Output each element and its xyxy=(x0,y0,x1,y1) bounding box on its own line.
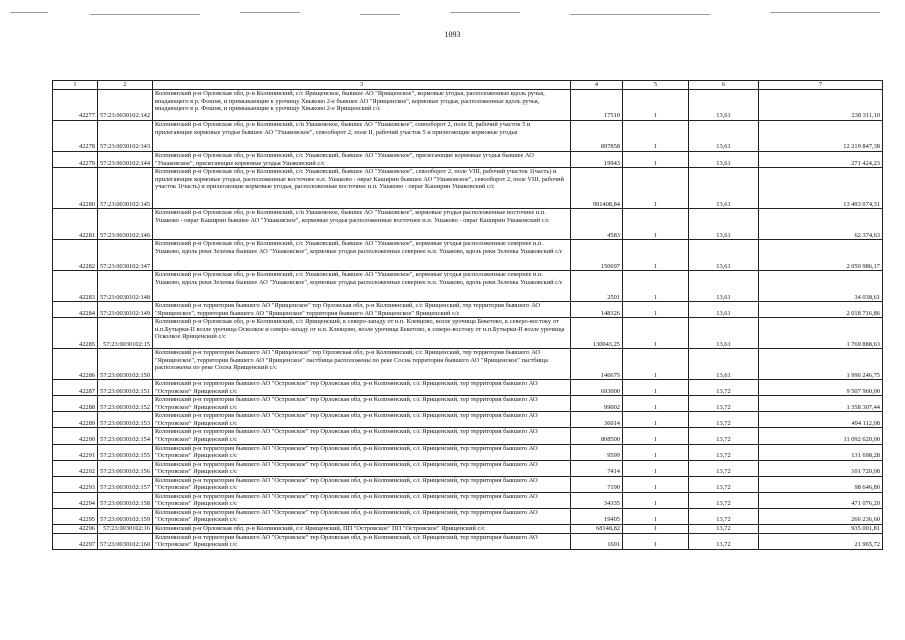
coefficient-value: 1 xyxy=(623,302,689,318)
table-row xyxy=(53,396,883,412)
rate-value: 13,61 xyxy=(689,209,759,240)
area-value: 7190 xyxy=(571,476,623,492)
cadastral-number: 57:23:0030102:156 xyxy=(98,460,153,476)
coefficient-value: 1 xyxy=(623,380,689,396)
row-number: 42286 xyxy=(53,349,98,380)
rate-value: 13,72 xyxy=(689,533,759,549)
rate-value: 13,61 xyxy=(689,349,759,380)
table-row xyxy=(53,168,883,209)
table-row xyxy=(53,349,883,380)
area-value: 2501 xyxy=(571,271,623,302)
cadastral-value: 1 996 246,75 xyxy=(759,349,883,380)
cadastral-value: 11 092 620,00 xyxy=(759,428,883,444)
location-description: Колпнянский р-н территория бывшего АО "Островское" тер Орловская обл, р-н Колпнянский, с/с Ярищенский, тер территория бывшего АО "Островское" Ярищенский с/с xyxy=(153,444,571,460)
area-value: 4583 xyxy=(571,209,623,240)
coefficient-value: 1 xyxy=(623,90,689,121)
coefficient-value: 1 xyxy=(623,396,689,412)
area-value: 9599 xyxy=(571,444,623,460)
rate-value: 13,61 xyxy=(689,240,759,271)
location-description: Колпнянский р-н Орловская обл, р-н Колпнянский, с/с Ярищенский, к северо-западу от н.п. Клевцово, возле урочища Бекетово, к северо-востоку от н.п.Бутырки-II возле урочища Осколкое и северо-западу от н.п. Клевцово, возле урочища Бекетово, к северо-востоку от н.п.Бутырки-II возле урочища Осколкое Ярищенский с/с xyxy=(153,318,571,349)
header-row xyxy=(53,81,883,90)
location-description: Колпнянский р-н территория бывшего АО "Островское" тер Орловская обл, р-н Колпнянский, с/с Ярищенский, тер территория бывшего АО "Островское" Ярищенский с/с xyxy=(153,476,571,492)
cadastral-number: 57:23:0030102:148 xyxy=(98,271,153,302)
cadastral-value: 471 076,20 xyxy=(759,492,883,508)
cadastral-number: 57:23:0030102:150 xyxy=(98,349,153,380)
cadastral-value: 13 493 074,31 xyxy=(759,168,883,209)
cadastral-value: 266 236,60 xyxy=(759,508,883,524)
table-row xyxy=(53,533,883,549)
coefficient-value: 1 xyxy=(623,476,689,492)
coefficient-value: 1 xyxy=(623,412,689,428)
row-number: 42285 xyxy=(53,318,98,349)
row-number: 42282 xyxy=(53,240,98,271)
scan-header-artifacts xyxy=(10,12,890,16)
cadastral-number: 57:23:0030102:158 xyxy=(98,492,153,508)
area-value: 808500 xyxy=(571,428,623,444)
cadastral-value: 131 698,28 xyxy=(759,444,883,460)
location-description: Колпнянский р-н Орловская обл, р-н Колпнянский, с/с Ушаковский, бывшее АО "Ушаковское", кормовые угодья расположенные севернее н.п. Ушаково, вдоль реки Зеленка бывшее АО "Ушаковское", кормовые угодья расположенные севернее н.п. Ушаково, вдоль реки Зеленка Ушаковский с/с xyxy=(153,240,571,271)
rate-value: 13,72 xyxy=(689,525,759,534)
cadastral-number: 57:23:0030102:153 xyxy=(98,412,153,428)
cadastral-number: 57:23:0030102:16 xyxy=(98,525,153,534)
area-value: 991408,84 xyxy=(571,168,623,209)
cadastral-number: 57:23:0030102:147 xyxy=(98,240,153,271)
table-row xyxy=(53,428,883,444)
coefficient-value: 1 xyxy=(623,428,689,444)
rate-value: 13,72 xyxy=(689,476,759,492)
coefficient-value: 1 xyxy=(623,271,689,302)
table-row xyxy=(53,412,883,428)
coefficient-value: 1 xyxy=(623,460,689,476)
cadastral-number: 57:23:0030102:143 xyxy=(98,121,153,152)
cadastral-value: 1 358 307,44 xyxy=(759,396,883,412)
row-number: 42296 xyxy=(53,525,98,534)
coefficient-value: 1 xyxy=(623,209,689,240)
location-description: Колпнянский р-н территория бывшего АО "Островское" тер Орловская обл, р-н Колпнянский, с/с Ярищенский, тер территория бывшего АО "Островское" Ярищенский с/с xyxy=(153,428,571,444)
cadastral-number: 57:23:0030102:160 xyxy=(98,533,153,549)
coefficient-value: 1 xyxy=(623,152,689,168)
col-header-5: 5 xyxy=(623,81,689,90)
cadastral-number: 57:23:0030102:144 xyxy=(98,152,153,168)
row-number: 42290 xyxy=(53,428,98,444)
table-row xyxy=(53,460,883,476)
location-description: Колпнянский р-н территория бывшего АО "Островское" тер Орловская обл, р-н Колпнянский, с/с Ярищенский, тер территория бывшего АО "Островское" Ярищенский с/с xyxy=(153,396,571,412)
row-number: 42295 xyxy=(53,508,98,524)
coefficient-value: 1 xyxy=(623,533,689,549)
area-value: 19943 xyxy=(571,152,623,168)
row-number: 42287 xyxy=(53,380,98,396)
area-value: 34335 xyxy=(571,492,623,508)
cadastral-number: 57:23:0030102:152 xyxy=(98,396,153,412)
row-number: 42277 xyxy=(53,90,98,121)
rate-value: 13,72 xyxy=(689,460,759,476)
rate-value: 13,61 xyxy=(689,302,759,318)
rate-value: 13,61 xyxy=(689,318,759,349)
row-number: 42283 xyxy=(53,271,98,302)
rate-value: 13,61 xyxy=(689,152,759,168)
table-row xyxy=(53,271,883,302)
coefficient-value: 1 xyxy=(623,444,689,460)
coefficient-value: 1 xyxy=(623,121,689,152)
rate-value: 13,72 xyxy=(689,508,759,524)
cadastral-number: 57:23:0030102:145 xyxy=(98,168,153,209)
row-number: 42292 xyxy=(53,460,98,476)
col-header-3: 3 xyxy=(153,81,571,90)
table-row xyxy=(53,318,883,349)
table-row xyxy=(53,240,883,271)
cadastral-number: 57:23:0030102:15 xyxy=(98,318,153,349)
cadastral-value: 271 424,23 xyxy=(759,152,883,168)
row-number: 42288 xyxy=(53,396,98,412)
location-description: Колпнянский р-н территория бывшего АО "Островское" тер Орловская обл, р-н Колпнянский, с/с Ярищенский, тер территория бывшего АО "Островское" Ярищенский с/с xyxy=(153,412,571,428)
area-value: 17510 xyxy=(571,90,623,121)
area-value: 130043,25 xyxy=(571,318,623,349)
row-number: 42297 xyxy=(53,533,98,549)
coefficient-value: 1 xyxy=(623,525,689,534)
area-value: 148326 xyxy=(571,302,623,318)
table-row xyxy=(53,492,883,508)
table-row xyxy=(53,121,883,152)
area-value: 7414 xyxy=(571,460,623,476)
location-description: Колпнянский р-н территория бывшего АО "Островское" тер Орловская обл, р-н Колпнянский, с/с Ярищенский, тер территория бывшего АО "Островское" Ярищенский с/с xyxy=(153,492,571,508)
row-number: 42279 xyxy=(53,152,98,168)
cadastral-value: 9 507 960,00 xyxy=(759,380,883,396)
table-row xyxy=(53,476,883,492)
coefficient-value: 1 xyxy=(623,168,689,209)
rate-value: 13,61 xyxy=(689,121,759,152)
coefficient-value: 1 xyxy=(623,492,689,508)
cadastral-number: 57:23:0030102:154 xyxy=(98,428,153,444)
rate-value: 13,61 xyxy=(689,271,759,302)
location-description: Колпнянский р-н территория бывшего АО "Островское" тер Орловская обл, р-н Колпнянский, с/с Ярищенский, тер территория бывшего АО "Островское" Ярищенский с/с xyxy=(153,380,571,396)
rate-value: 13,61 xyxy=(689,168,759,209)
area-value: 693000 xyxy=(571,380,623,396)
area-value: 19405 xyxy=(571,508,623,524)
location-description: Колпнянский р-н территория бывшего АО "Островское" тер Орловская обл, р-н Колпнянский, с/с Ярищенский, тер территория бывшего АО "Островское" Ярищенский с/с xyxy=(153,460,571,476)
location-description: Колпнянский р-н территория бывшего АО "Островское" тер Орловская обл, р-н Колпнянский, с/с Ярищенский, тер территория бывшего АО "Островское" Ярищенский с/с xyxy=(153,533,571,549)
cadastral-value: 98 646,80 xyxy=(759,476,883,492)
row-number: 42293 xyxy=(53,476,98,492)
cadastral-number: 57:23:0030102:151 xyxy=(98,380,153,396)
location-description: Колпнянский р-н Орловская обл, р-н Колпнянский, с/с Ушаковский, бывшее АО "Ушаковское", кормовые угодья расположенные севернее н.п. Ушаково, вдоль реки Зеленка бывшее АО "Ушаковское", кормовые угодья расположенные севернее н.п. Ушаково, вдоль реки Зеленка Ушаковский с/с xyxy=(153,271,571,302)
cadastral-value: 494 112,08 xyxy=(759,412,883,428)
cadastral-value: 1 769 888,63 xyxy=(759,318,883,349)
cadastral-value: 238 311,10 xyxy=(759,90,883,121)
table-row xyxy=(53,302,883,318)
rate-value: 13,72 xyxy=(689,396,759,412)
area-value: 146675 xyxy=(571,349,623,380)
row-number: 42280 xyxy=(53,168,98,209)
location-description: Колпнянский р-н территория бывшего АО "Ярищенское" тер Орловская обл, р-н Колпнянский, с/с Ярищенский, тер территория бывшего АО "Ярищенское", территория бывшего АО "Ярищенское" территория бывшего АО "Ярищенское" Ярищенский с/с xyxy=(153,302,571,318)
location-description: Колпнянский р-н территория бывшего АО "Островское" тер Орловская обл, р-н Колпнянский, с/с Ярищенский, тер территория бывшего АО "Островское" Ярищенский с/с xyxy=(153,508,571,524)
area-value: 36014 xyxy=(571,412,623,428)
coefficient-value: 1 xyxy=(623,318,689,349)
land-register-table xyxy=(52,80,883,550)
page-number: 1093 xyxy=(444,30,461,39)
rate-value: 13,72 xyxy=(689,412,759,428)
coefficient-value: 1 xyxy=(623,508,689,524)
cadastral-value: 34 038,61 xyxy=(759,271,883,302)
area-value: 150697 xyxy=(571,240,623,271)
cadastral-value: 2 050 986,17 xyxy=(759,240,883,271)
row-number: 42278 xyxy=(53,121,98,152)
area-value: 897858 xyxy=(571,121,623,152)
area-value: 1601 xyxy=(571,533,623,549)
cadastral-number: 57:23:0030102:157 xyxy=(98,476,153,492)
rate-value: 13,72 xyxy=(689,380,759,396)
cadastral-value: 2 018 716,86 xyxy=(759,302,883,318)
row-number: 42281 xyxy=(53,209,98,240)
cadastral-number: 57:23:0030102:155 xyxy=(98,444,153,460)
row-number: 42294 xyxy=(53,492,98,508)
row-number: 42291 xyxy=(53,444,98,460)
area-value: 68148,82 xyxy=(571,525,623,534)
cadastral-value: 21 965,72 xyxy=(759,533,883,549)
table-row xyxy=(53,209,883,240)
cadastral-value: 62 374,63 xyxy=(759,209,883,240)
coefficient-value: 1 xyxy=(623,240,689,271)
row-number: 42284 xyxy=(53,302,98,318)
rate-value: 13,72 xyxy=(689,428,759,444)
table-row xyxy=(53,444,883,460)
row-number: 42289 xyxy=(53,412,98,428)
location-description: Колпнянский р-н Орловская обл, р-н Колпнянский, с/п Ушаковское, бывшее АО "Ушаковское", севооборот 2, поле II, рабочий участок 5 и прилегающие кормовые угодья бывшее АО "Ушаковское", севооборот 2, поле II, рабочий участок 5 и прилегающие кормовые угодья xyxy=(153,121,571,152)
cadastral-value: 935 001,81 xyxy=(759,525,883,534)
col-header-4: 4 xyxy=(571,81,623,90)
location-description: Колпнянский р-н Орловская обл, р-н Колпнянский, с/с Ярищенское, бывшее АО "Ярищенское", кормовые угодья, расположенные вдоль ручья, впадающего в р. Фошня, и примыкающие к урочищу Хвыково 2-е бывшее АО "Ярищенское", кормовые угодья, расположенные вдоль ручья, впадающего в р. Фошня, и примыкающие к урочищу Хвыково 2-е Ярищенский с/с xyxy=(153,90,571,121)
cadastral-value: 12 219 847,38 xyxy=(759,121,883,152)
location-description: Колпнянский р-н Орловская обл, р-н Колпнянский, с/с Ярищенский, ПП "Островское" ПП "Островское" Ярищенский с/с xyxy=(153,525,571,534)
location-description: Колпнянский р-н территория бывшего АО "Ярищенское" тер Орловская обл, р-н Колпнянский, с/с Ярищенский, тер территория бывшего АО "Ярищенское", территория бывшего АО "Ярищенское" пастбища расположены по реке Сосна территория бывшего АО "Ярищенское" пастбища расположены по реке Сосна Ярищенский с/с xyxy=(153,349,571,380)
rate-value: 13,72 xyxy=(689,444,759,460)
coefficient-value: 1 xyxy=(623,349,689,380)
col-header-2: 2 xyxy=(98,81,153,90)
location-description: Колпнянский р-н Орловская обл, р-н Колпнянский, с/с Ушаковский, бывшее АО "Ушаковское", прилегающие кормовые угодья бывшее АО "Ушаковское", прилегающие кормовые угодья Ушаковский с/с xyxy=(153,152,571,168)
table-row xyxy=(53,525,883,534)
area-value: 99002 xyxy=(571,396,623,412)
table-row xyxy=(53,508,883,524)
location-description: Колпнянский р-н Орловская обл, р-н Колпнянский, с/п Ушаковское, бывшее АО "Ушаковское", кормовые угодья расположенные восточнее н.п. Ушаково - овраг Каширин бывшее АО "Ушаковское", кормовые угодья расположенные восточнее н.п. Ушаково - овраг Каширин Ушаковский с/с xyxy=(153,209,571,240)
col-header-1: 1 xyxy=(53,81,98,90)
rate-value: 13,72 xyxy=(689,492,759,508)
cadastral-number: 57:23:0030102:146 xyxy=(98,209,153,240)
rate-value: 13,61 xyxy=(689,90,759,121)
cadastral-number: 57:23:0030102:159 xyxy=(98,508,153,524)
location-description: Колпнянский р-н Орловская обл, р-н Колпнянский, с/с Ушаковский, бывшее АО "Ушаковское", севооборот 2, поле VIII, рабочий участок 1(часть) и прилегающие кормовые угодья, расположенные восточнее н.п. Ушаково - овраг Каширин бывшее АО "Ушаковское", севооборот 2, поле VIII, рабочий участок 1(часть) и прилегающие кормовые угодья, расположенные восточнее н.п. Ушаково - овраг Каширин Ушаковский с/с xyxy=(153,168,571,209)
cadastral-number: 57:23:0030102:149 xyxy=(98,302,153,318)
cadastral-number: 57:23:0030102:142 xyxy=(98,90,153,121)
table-row xyxy=(53,90,883,121)
col-header-6: 6 xyxy=(689,81,759,90)
cadastral-value: 101 720,08 xyxy=(759,460,883,476)
col-header-7: 7 xyxy=(759,81,883,90)
table-row xyxy=(53,152,883,168)
table-row xyxy=(53,380,883,396)
